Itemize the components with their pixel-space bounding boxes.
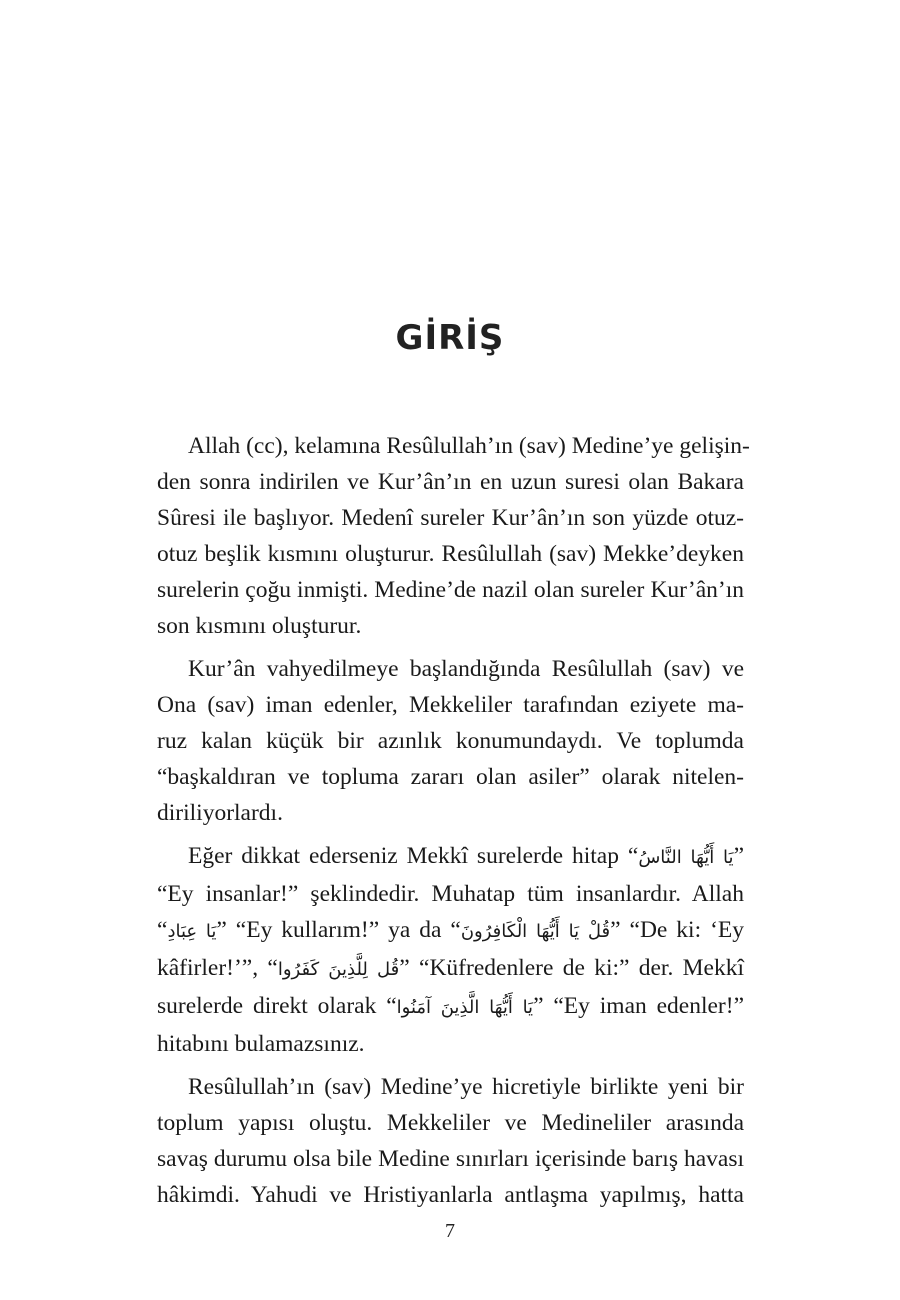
latin-text: ” “Ey iman edenler!” [533, 993, 745, 1019]
paragraph-3 [157, 838, 744, 1062]
paragraph-2 [157, 651, 744, 831]
arabic-text: قُل لِلَّذِينَ كَفَرُوا [277, 959, 400, 980]
latin-text: kâfirler!’”, “ [157, 955, 278, 981]
paragraph-1 [157, 428, 750, 644]
text-line [157, 838, 744, 876]
body-text [157, 428, 750, 1220]
text-line: surelerin çoğu inmişti. Medine’de nazil olan sureler Kur’ân’ın [157, 577, 744, 603]
text-line [157, 912, 744, 950]
text-line: ruz kalan küçük bir azınlık konumundaydı. Ve toplumda [157, 728, 744, 754]
text-line: hitabını bulamazsınız. [157, 1031, 365, 1057]
arabic-text: يَا عِبَادِ [167, 921, 217, 942]
latin-text: ” “Ey kullarım!” ya da “ [216, 917, 461, 943]
text-line: diriliyorlardı. [157, 800, 283, 826]
arabic-text: قُلْ يَا أَيُّهَا الْكَافِرُونَ [460, 921, 611, 942]
text-line: Ona (sav) iman edenler, Mekkeliler tarafından eziyete ma- [157, 692, 744, 718]
latin-text: ” “Küfredenlere de ki:” der. Mekkî [399, 955, 744, 981]
text-line: toplum yapısı oluştu. Mekkeliler ve Medineliler arasında [157, 1110, 744, 1136]
arabic-text: يَا أَيُّهَا الَّذِينَ آمَنُوا [396, 997, 534, 1018]
text-line [157, 950, 744, 988]
arabic-text: يَا أَيُّهَا النَّاسُ [638, 847, 734, 868]
text-line: hâkimdi. Yahudi ve Hristiyanlarla antlaşma yapılmış, hatta [157, 1182, 744, 1208]
text-line: savaş durumu olsa bile Medine sınırları içerisinde barış havası [157, 1146, 744, 1172]
latin-text: ” [733, 843, 744, 869]
page-number: 7 [445, 1220, 455, 1242]
text-line [157, 988, 744, 1026]
text-line: son kısmını oluşturur. [157, 613, 362, 639]
text-line: Kur’ân vahyedilmeye başlandığında Resûlullah (sav) ve [188, 656, 744, 682]
chapter-title: GİRİŞ [395, 318, 505, 358]
latin-text: ” “De ki: ‘Ey [610, 917, 744, 943]
text-line: Sûresi ile başlıyor. Medenî sureler Kur’ân’ın son yüzde otuz- [157, 505, 744, 531]
text-line: “başkaldıran ve topluma zararı olan asiler” olarak nitelen- [157, 764, 744, 790]
text-line: otuz beşlik kısmını oluşturur. Resûlullah (sav) Mekke’deyken [157, 541, 744, 567]
text-line: Allah (cc), kelamına Resûlullah’ın (sav) Medine’ye gelişin- [188, 433, 750, 459]
text-line: “Ey insanlar!” şeklindedir. Muhatap tüm insanlardır. Allah [157, 881, 744, 907]
paragraph-4 [157, 1069, 744, 1213]
latin-text: “ [157, 917, 168, 943]
latin-text: Eğer dikkat ederseniz Mekkî surelerde hitap “ [188, 843, 639, 869]
text-line: den sonra indirilen ve Kur’ân’ın en uzun suresi olan Bakara [157, 469, 744, 495]
latin-text: surelerde direkt olarak “ [157, 993, 397, 1019]
text-line: Resûlullah’ın (sav) Medine’ye hicretiyle birlikte yeni bir [188, 1074, 744, 1100]
